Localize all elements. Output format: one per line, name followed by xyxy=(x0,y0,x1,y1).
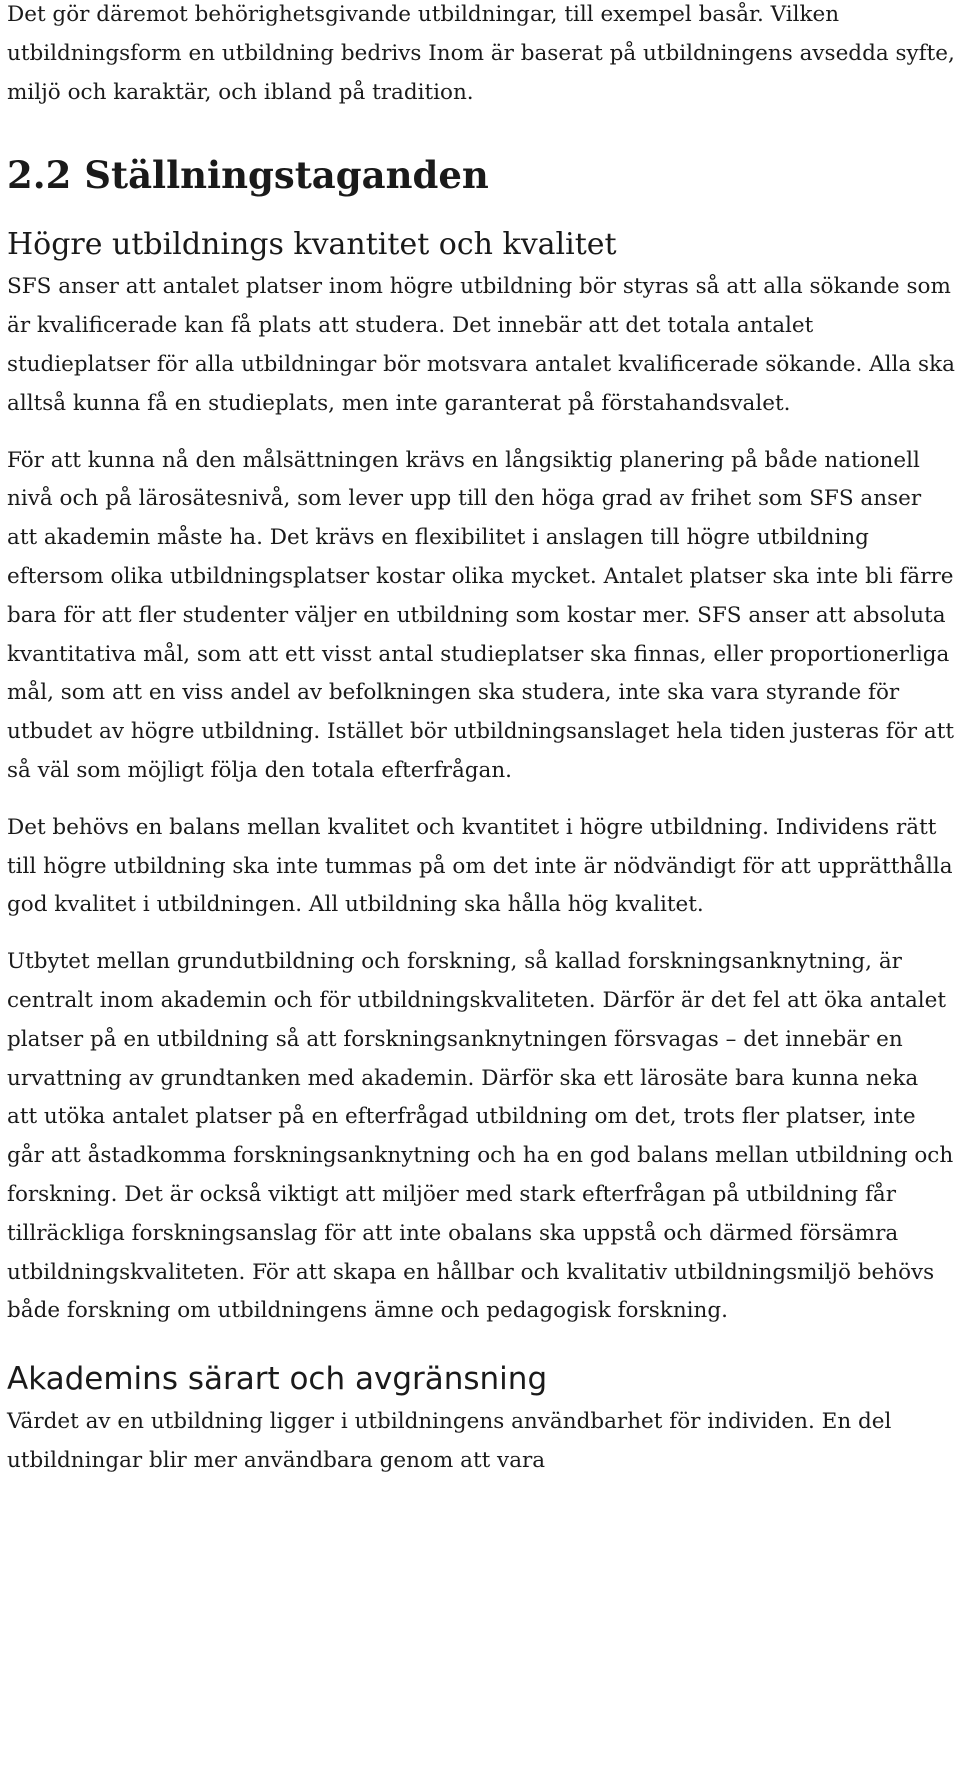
body-paragraph-2: För att kunna nå den målsättningen krävs en långsiktig planering på både nationell nivå och på lärosätesnivå, som lever upp till den höga grad av frihet som SFS anser att akademin måste ha. Det krävs en flexibilitet i anslagen till högre utbildning eftersom olika utbildningsplatser kostar olika mycket. Antalet platser ska inte bli färre bara för att fler studenter väljer en utbildning som kostar mer. SFS anser att absoluta kvantitativa mål, som att ett visst antal studieplatser ska finnas, eller proportionerliga mål, som att en viss andel av befolkningen ska studera, inte ska vara styrande för utbudet av högre utbildning. Istället bör utbildningsanslaget hela tiden justeras för att så väl som möjligt följa den totala efterfrågan. xyxy=(7,447,955,783)
body-paragraph-3: Det behövs en balans mellan kvalitet och kvantitet i högre utbildning. Individens rätt till högre utbildning ska inte tummas på om det inte är nödvändigt för att upprätthålla god kvalitet i utbildningen. All utbildning ska hålla hög kvalitet. xyxy=(7,814,953,918)
subsection-heading: Högre utbildnings kvantitet och kvalitet xyxy=(7,227,617,263)
section2-paragraph: Värdet av en utbildning ligger i utbildningens användbarhet för individen. En del utbildningar blir mer användbara genom att vara xyxy=(7,1409,892,1473)
body-paragraph-1: SFS anser att antalet platser inom högre utbildning bör styras så att alla sökande som är kvalificerade kan få plats att studera. Det innebär att det totala antalet studieplatser för alla utbildningar bör motsvara antalet kvalificerade sökande. Alla ska alltså kunna få en studieplats, men inte garanterat på förstahandsvalet. xyxy=(7,274,955,416)
section-heading: 2.2 Ställningstaganden xyxy=(7,153,489,198)
section2-heading: Akademins särart och avgränsning xyxy=(7,1361,548,1398)
intro-paragraph: Det gör däremot behörighetsgivande utbildningar, till exempel basår. Vilken utbildningsform en utbildning bedrivs Inom är baserat på utbildningens avsedda syfte, miljö och karaktär, och ibland på tradition. xyxy=(7,2,955,105)
body-paragraph-4: Utbytet mellan grundutbildning och forskning, så kallad forskningsanknytning, är centralt inom akademin och för utbildningskvaliteten. Därför är det fel att öka antalet platser på en utbildning så att forskningsanknytningen försvagas – det innebär en urvattning av grundtanken med akademin. Därför ska ett lärosäte bara kunna neka att utöka antalet platser på en efterfrågad utbildning om det, trots fler platser, inte går att åstadkomma forskningsanknytning och ha en god balans mellan utbildning och forskning. Det är också viktigt att miljöer med stark efterfrågan på utbildning får tillräckliga forskningsanslag för att inte obalans ska uppstå och därmed försämra utbildningskvaliteten. För att skapa en hållbar och kvalitativ utbildningsmiljö behövs både forskning om utbildningens ämne och pedagogisk forskning. xyxy=(7,949,954,1324)
document-page xyxy=(7,0,955,1481)
